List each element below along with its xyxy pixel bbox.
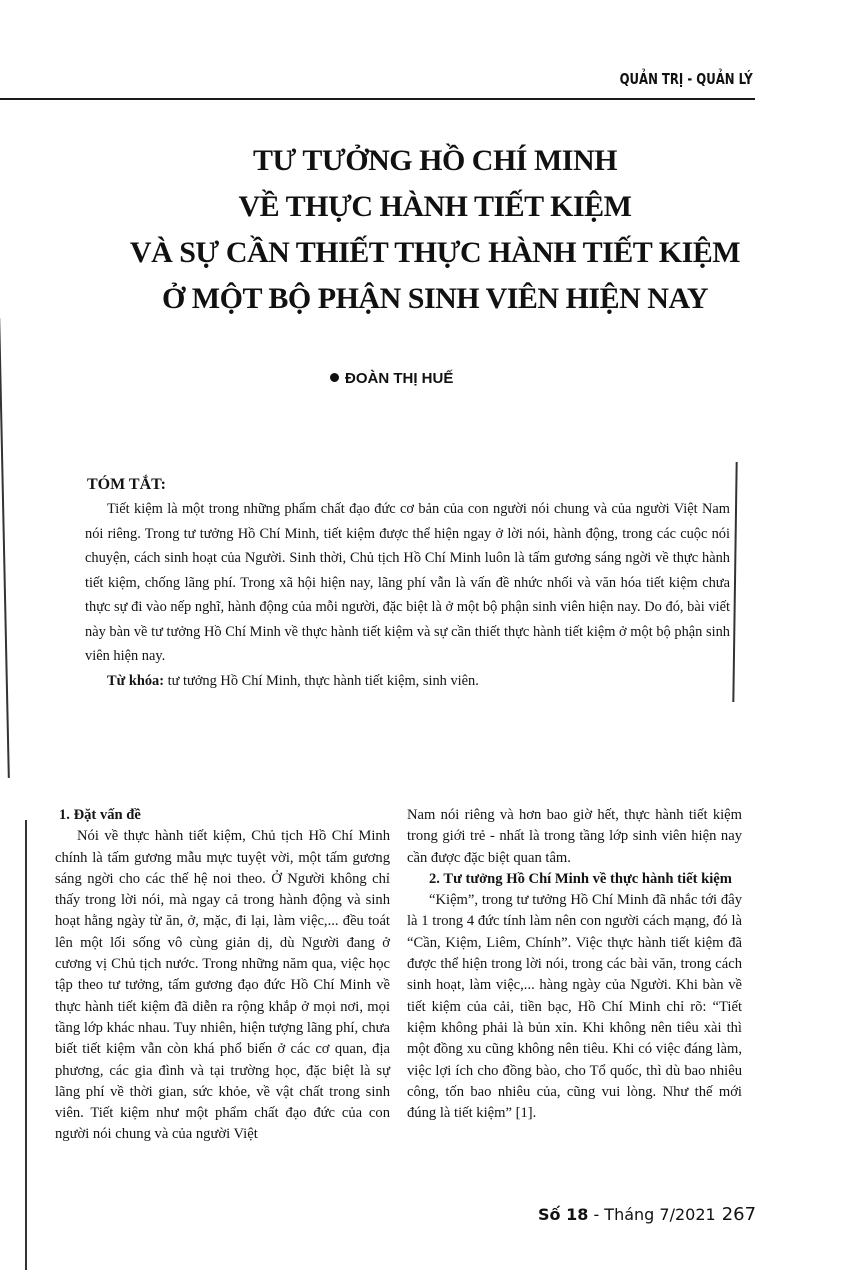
abstract-heading: TÓM TẮT: xyxy=(87,476,166,493)
title-line-1: TƯ TƯỞNG HỒ CHÍ MINH xyxy=(253,144,617,177)
issue-date: - Tháng 7/2021 xyxy=(588,1205,716,1224)
author-byline xyxy=(330,370,453,387)
section-1-heading: 1. Đặt vấn đề xyxy=(59,807,141,823)
header-rule xyxy=(0,98,755,100)
abstract-block xyxy=(85,473,730,693)
page-footer xyxy=(538,1204,756,1225)
section-2-paragraph: “Kiệm”, trong tư tưởng Hồ Chí Minh đã nhắc tới đây là 1 trong 4 đức tính làm nên con người cách mạng, đó là “Cần, Kiệm, Liêm, Chính”. Việc thực hành tiết kiệm đã được thể hiện trong lời nói, trong các bài văn, trong cách sinh hoạt, làm việc,... hàng ngày của Người. Khi bàn về tiết kiệm của cải, tiền bạc, Hồ Chí Minh chỉ rõ: “Tiết kiệm không phải là bủn xỉn. Khi không nên tiêu xài thì một đồng xu cũng không nên tiêu. Khi có việc đáng làm, việc lợi ích cho đồng bào, cho Tổ quốc, thì dù bao nhiêu công, tốn bao nhiêu của, cũng vui lòng. Như thế mới đúng là tiết kiệm” [1]. xyxy=(407,892,742,1122)
title-line-2: VỀ THỰC HÀNH TIẾT KIỆM xyxy=(238,190,632,223)
section-1-paragraph-continued: Nam nói riêng và hơn bao giờ hết, thực hành tiết kiệm trong giới trẻ - nhất là trong tầng lớp sinh viên hiện nay cần được đặc biệt quan tâm. xyxy=(407,807,742,866)
title-line-3: VÀ SỰ CẦN THIẾT THỰC HÀNH TIẾT KIỆM xyxy=(129,236,741,269)
author-name: ĐOÀN THỊ HUẾ xyxy=(345,370,454,387)
title-line-4: Ở MỘT BỘ PHẬN SINH VIÊN HIỆN NAY xyxy=(161,282,709,315)
article-title xyxy=(90,138,780,322)
left-column-edge-line xyxy=(25,820,27,1270)
abstract-body: Tiết kiệm là một trong những phẩm chất đạo đức cơ bản của con người nói chung và của người Việt Nam nói riêng. Trong tư tưởng Hồ Chí Minh, tiết kiệm được thể hiện ngay ở lời nói, hành động, trong các cuộc nói chuyện, cách sinh hoạt của Người. Sinh thời, Chủ tịch Hồ Chí Minh luôn là tấm gương sáng ngời về thực hành tiết kiệm, chống lãng phí. Trong xã hội hiện nay, lãng phí vẫn là vấn đề nhức nhối và văn hóa tiết kiệm chưa thực sự đi vào nếp nghĩ, hành động của mỗi người, đặc biệt là ở một bộ phận sinh viên hiện nay. Do đó, bài viết này bàn về tư tưởng Hồ Chí Minh về thực hành tiết kiệm và sự cần thiết thực hành tiết kiệm ở một bộ phận sinh viên hiện nay. xyxy=(85,501,730,664)
section-1-paragraph: Nói về thực hành tiết kiệm, Chủ tịch Hồ Chí Minh chính là tấm gương mẫu mực tuyệt vời, một tấm gương sáng ngời cho các thế hệ noi theo. Ở Người không chỉ thấy trong lời nói, mà ngay cả trong hành động và sinh hoạt hằng ngày từ ăn, ở, mặc, đi lại, làm việc,... đều toát lên một lối sống vô cùng giản dị, dù Người đang ở cương vị Chủ tịch nước. Trong những năm qua, việc học tập theo tư tưởng, tấm gương đạo đức Hồ Chí Minh về thực hành tiết kiệm đã diễn ra rộng khắp ở mọi nơi, mọi tầng lớp khác nhau. Tuy nhiên, hiện tượng lãng phí, chưa biết tiết kiệm vẫn còn khá phổ biến ở các cơ quan, địa phương, các gia đình và tại trường học, đặc biệt là sự lãng phí về thời gian, sức khỏe, về vật chất trong sinh viên. Tiết kiệm như một phẩm chất đạo đức của con người nói chung và của người Việt xyxy=(55,828,390,1143)
bullet-icon xyxy=(330,373,339,382)
section-2-heading: 2. Tư tưởng Hồ Chí Minh về thực hành tiết kiệm xyxy=(429,870,732,887)
keywords xyxy=(85,669,730,694)
abstract-right-line xyxy=(732,462,737,702)
page-number: 267 xyxy=(721,1204,757,1225)
issue-number: Số 18 xyxy=(538,1205,589,1224)
section-label: QUẢN TRỊ - QUẢN LÝ xyxy=(619,70,753,88)
keywords-label: Từ khóa: xyxy=(107,672,165,689)
keywords-text: tư tưởng Hồ Chí Minh, thực hành tiết kiệm, sinh viên. xyxy=(164,672,479,689)
body-column-right xyxy=(407,805,742,1124)
body-column-left xyxy=(55,805,390,1146)
left-margin-line xyxy=(0,318,9,778)
